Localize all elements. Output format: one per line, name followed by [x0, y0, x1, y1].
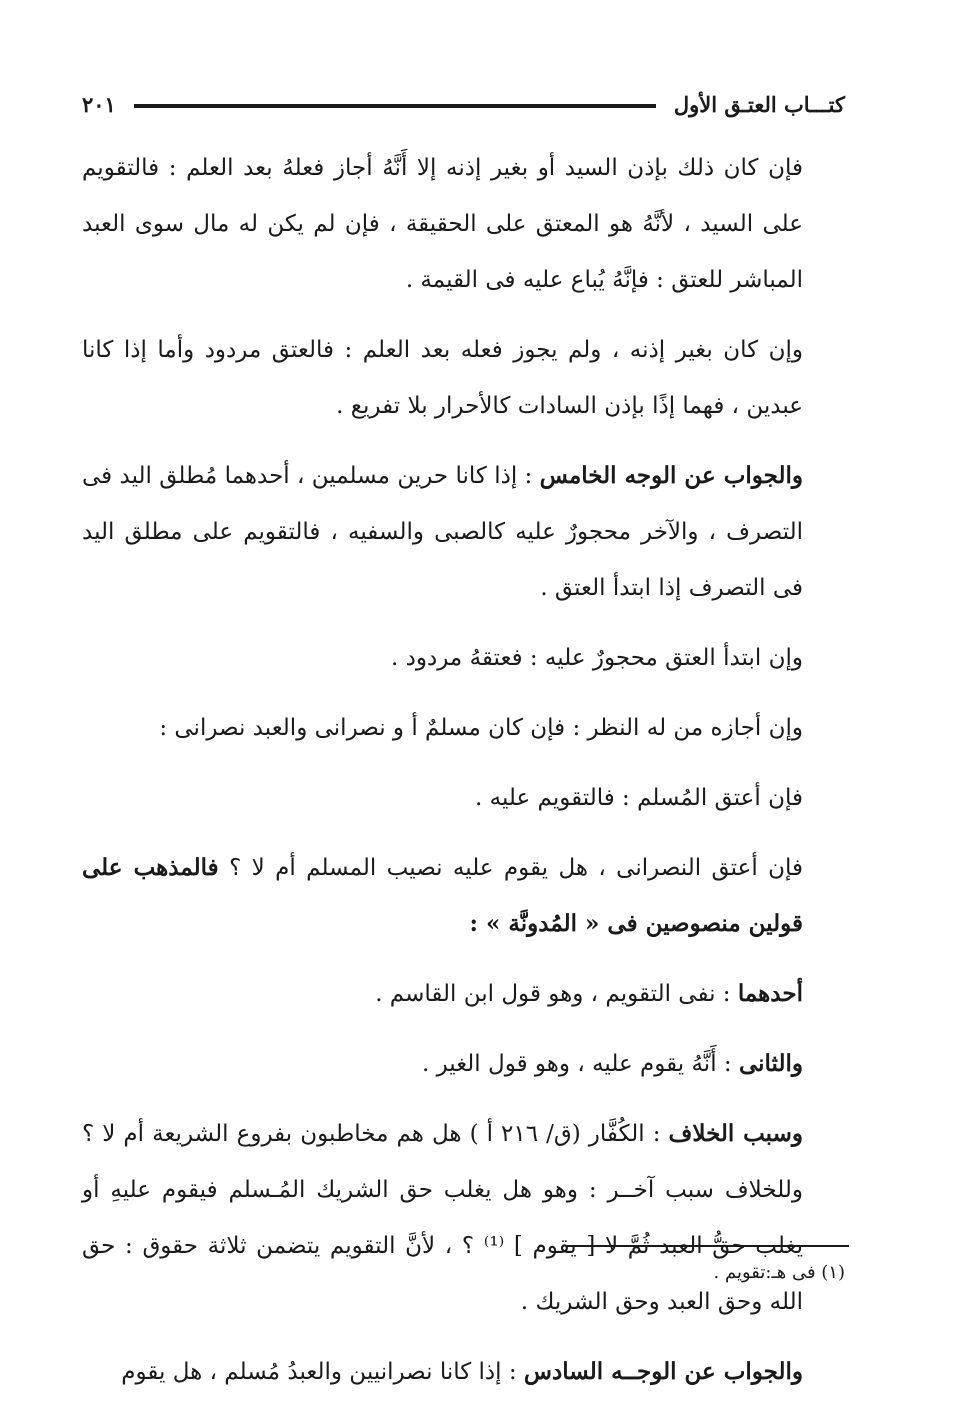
footnote: (١) فى هـ:تقويم . — [713, 1262, 845, 1283]
paragraph: فإن كان ذلك بإذن السيد أو بغير إذنه إلا أَنَّهُ أجاز فعلهُ بعد العلم : فالتقويم على السيد ، لأنَّهُ هو المعتق على الحقيقة ، فإن لم يكن له مال سوى العبد المباشر للعتق : فإنَّهُ يُباع عليه فى القيمة . — [82, 155, 803, 293]
item-label: والثانى — [738, 1050, 803, 1077]
item-label: أحدهما — [737, 980, 803, 1007]
paragraph: فإن أعتق النصرانى ، هل يقوم عليه نصيب المسلم أم لا ؟ فالمذهب على قولين منصوصين فى « المُدونَّة » : — [82, 854, 804, 937]
page-number: ٢٠١ — [82, 91, 116, 117]
paragraph: أحدهما : نفى التقويم ، وهو قول ابن القاسم . — [375, 980, 803, 1007]
section-heading: والجواب عن الوجه الخامس — [539, 462, 803, 489]
paragraph: والجواب عن الوجــه السادس : إذا كانا نصرانيين والعبدُ مُسلم ، هل يقوم — [121, 1358, 803, 1385]
paragraph: وإن كان بغير إذنه ، ولم يجوز فعله بعد العلم : فالعتق مردود وأما إذا كانا عبدين ، فهما إذًا بإذن السادات كالأحرار بلا تفريع . — [82, 337, 803, 419]
section-heading: والجواب عن الوجــه السادس — [523, 1358, 803, 1385]
bold-phrase: فالمذهب على قولين منصوصين فى « المُدونَّة » : — [82, 854, 803, 937]
paragraph: والجواب عن الوجه الخامس : إذا كانا حرين مسلمين ، أحدهما مُطلق اليد فى التصرف ، والآخر محجورٌ عليه كالصبى والسفيه ، فالتقويم على مطلق اليد فى التصرف إذا ابتدأ العتق . — [82, 462, 803, 601]
paragraph: وإن ابتدأ العتق محجورٌ عليه : فعتقهُ مردود . — [391, 645, 803, 671]
footnote-rule — [567, 1245, 849, 1247]
paragraph: والثانى : أَنَّهُ يقوم عليه ، وهو قول الغير . — [421, 1050, 803, 1077]
paragraph: وإن أجازه من له النظر : فإن كان مسلمٌ أ و نصرانى والعبد نصرانى : — [159, 715, 803, 741]
header-rule — [134, 104, 656, 108]
paragraph: فإن أعتق المُسلم : فالتقويم عليه . — [475, 785, 803, 811]
paragraph: وسبب الخلاف : الكُفَّار (ق/ ٢١٦ أ ) هل هم مخاطبون بفروع الشريعة أم لا ؟ وللخلاف سبب آخــر : وهو هل يغلب حق الشريك المُـسلم فيقوم عليهِ أو يغلب حقُّ العبد ثُمَّ لا [ يقوم ] ⁽¹⁾ ؟ ، لأنَّ التقويم يتضمن ثلاثة حقوق : حق الله وحق العبد وحق الشريك . — [82, 1120, 804, 1315]
main-text — [82, 140, 847, 1414]
chapter-title: كتـــاب العتـق الأول — [673, 91, 845, 117]
section-heading: وسبب الخلاف — [668, 1120, 803, 1147]
running-header — [82, 84, 845, 124]
